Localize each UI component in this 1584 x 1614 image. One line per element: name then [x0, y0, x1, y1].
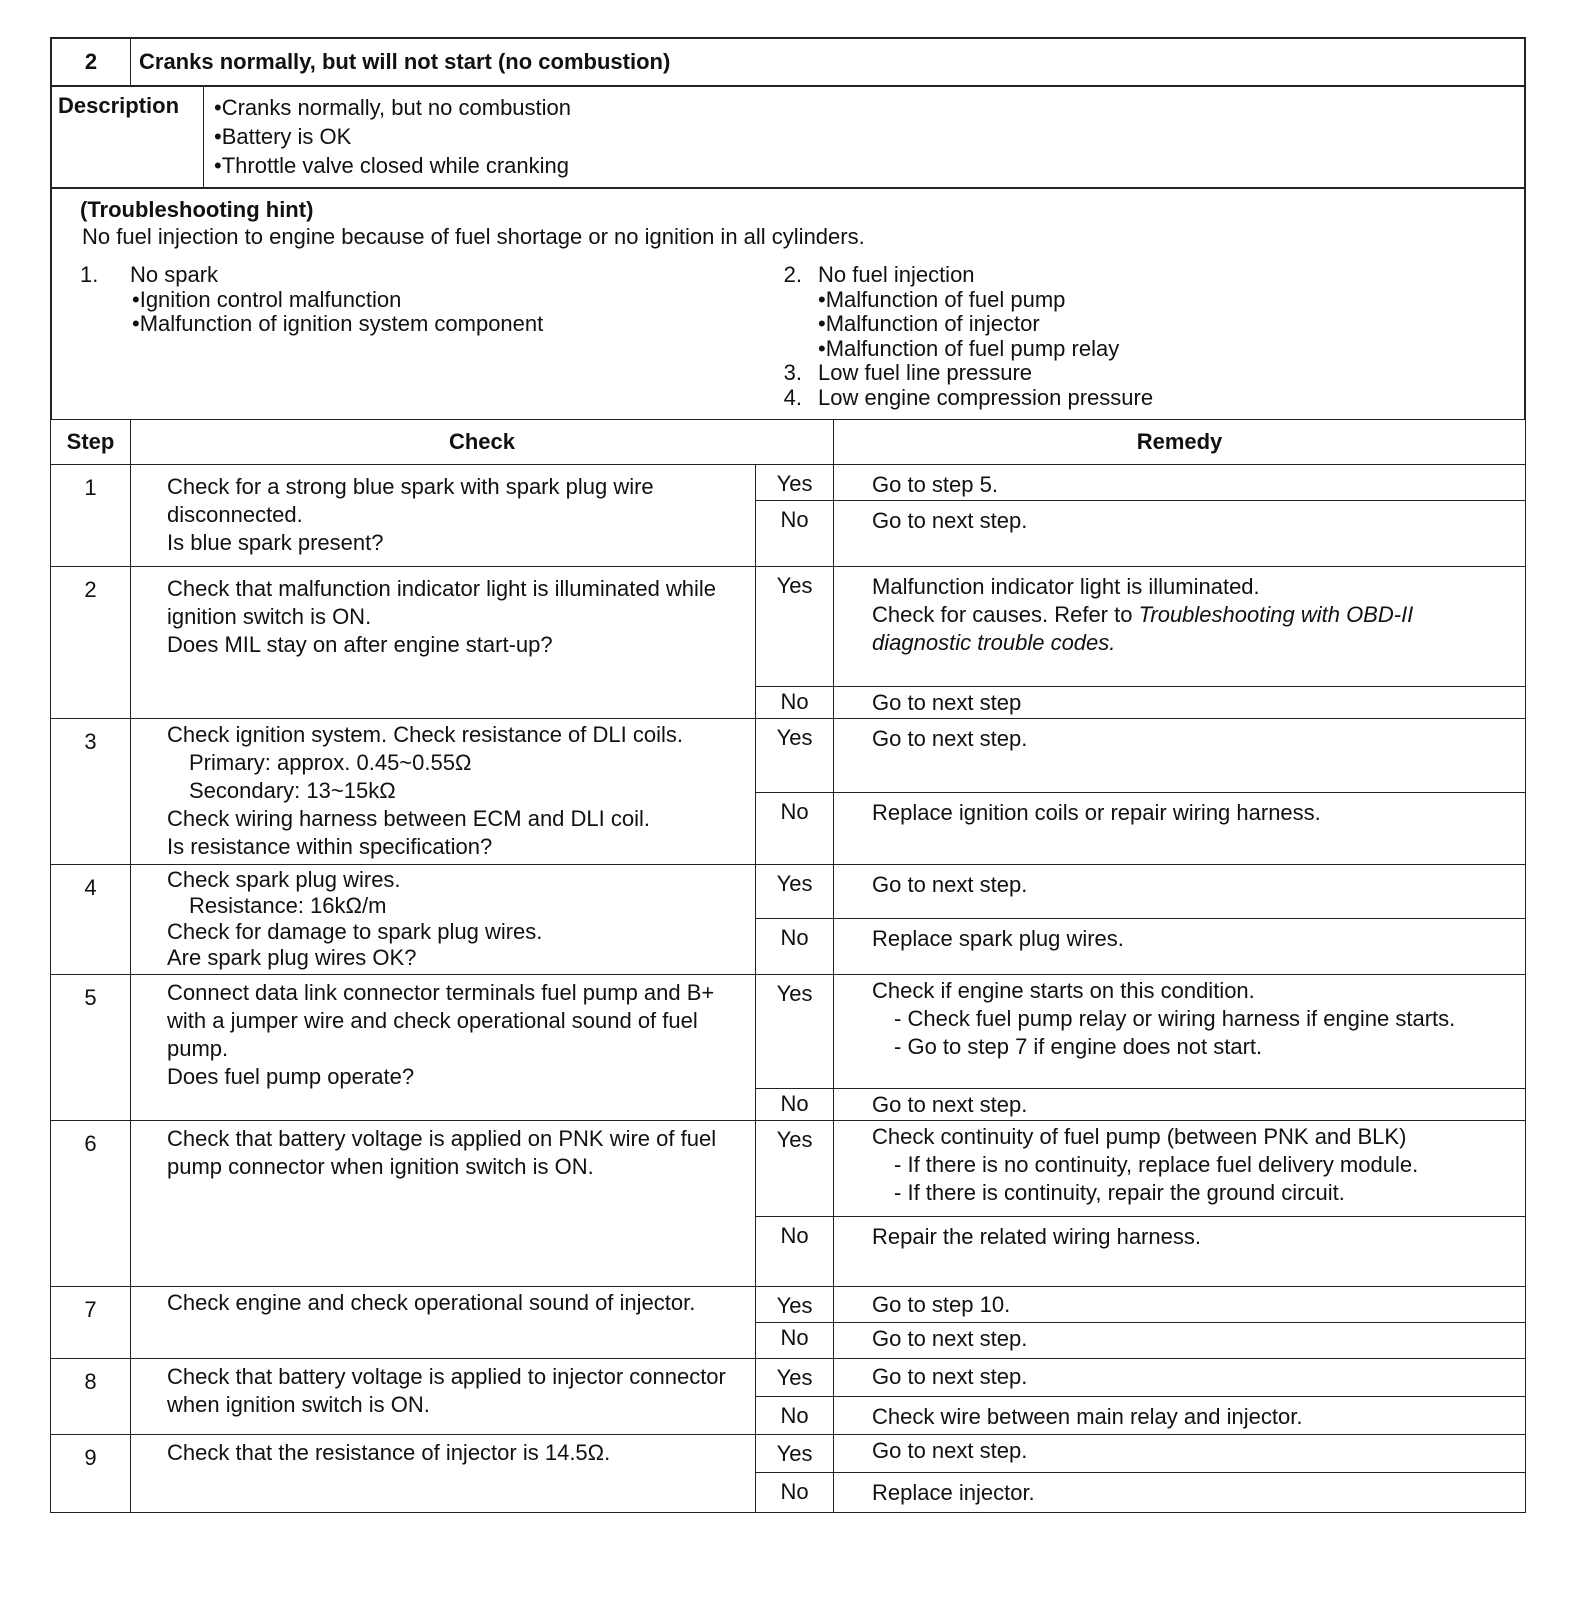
remedy-text: Go to next step. — [872, 1438, 1028, 1463]
remedy-text: - Go to step 7 if engine does not start. — [894, 1034, 1263, 1059]
cause-label: No spark — [130, 262, 219, 287]
remedy-yes — [834, 975, 1526, 1089]
step-check — [131, 567, 756, 719]
cause-sub: • Malfunction of fuel pump — [768, 288, 1153, 313]
cause-label: No fuel injection — [818, 262, 975, 287]
description-item: • Battery is OK — [214, 122, 571, 151]
remedy-no — [834, 1397, 1526, 1435]
no-label: No — [756, 1473, 834, 1513]
table-row — [51, 865, 1526, 919]
no-label: No — [756, 793, 834, 865]
table-row — [51, 1359, 1526, 1397]
no-label: No — [756, 1089, 834, 1121]
check-text: Check that battery voltage is applied to injector connector when ignition switch is ON. — [167, 1364, 726, 1417]
remedy-text: Replace injector. — [872, 1480, 1035, 1505]
remedy-yes — [834, 1435, 1526, 1473]
remedy-text: Go to step 5. — [872, 472, 998, 497]
table-row — [51, 465, 1526, 501]
step-check — [131, 1287, 756, 1359]
remedy-yes — [834, 1287, 1526, 1323]
remedy-no — [834, 1217, 1526, 1287]
remedy-text: - If there is no continuity, replace fuel delivery module. — [894, 1152, 1419, 1177]
check-text: Primary: approx. 0.45~0.55Ω — [189, 750, 472, 775]
remedy-text: Go to next step. — [872, 1364, 1028, 1389]
check-text: Does fuel pump operate? — [167, 1064, 415, 1089]
check-text: Check for damage to spark plug wires. — [167, 919, 543, 944]
no-label: No — [756, 687, 834, 719]
step-number: 2 — [51, 567, 131, 719]
check-text: Check that battery voltage is applied on PNK wire of fuel pump connector when ignition switch is ON. — [167, 1126, 717, 1179]
remedy-text: Replace ignition coils or repair wiring harness. — [872, 800, 1321, 825]
remedy-text: - If there is continuity, repair the ground circuit. — [894, 1180, 1345, 1205]
hint-summary: No fuel injection to engine because of fuel shortage or no ignition in all cylinders. — [82, 224, 865, 249]
check-text: Check ignition system. Check resistance of DLI coils. — [167, 722, 683, 747]
remedy-text: Go to next step — [872, 690, 1022, 715]
step-number: 8 — [51, 1359, 131, 1435]
description-label: Description — [52, 87, 204, 187]
yes-label: Yes — [756, 1435, 834, 1473]
table-row — [51, 1287, 1526, 1323]
check-text: Check that malfunction indicator light is illuminated while ignition switch is ON. — [167, 576, 717, 629]
col-step-header: Step — [51, 420, 131, 465]
step-number: 3 — [51, 719, 131, 865]
remedy-text: Check for causes. Refer to — [872, 602, 1139, 627]
cause-label: Low engine compression pressure — [818, 384, 1154, 410]
yes-label: Yes — [756, 567, 834, 687]
remedy-reference: Troubleshooting with OBD-II diagnostic trouble codes. — [872, 602, 1414, 655]
remedy-text: Check if engine starts on this condition. — [872, 978, 1255, 1003]
cause-sub: • Malfunction of injector — [768, 312, 1153, 337]
table-row — [51, 719, 1526, 793]
step-check — [131, 1121, 756, 1287]
remedy-text: Replace spark plug wires. — [872, 926, 1124, 951]
no-label: No — [756, 1323, 834, 1359]
no-label: No — [756, 501, 834, 567]
remedy-no — [834, 1323, 1526, 1359]
step-check — [131, 719, 756, 865]
cause-sub: • Malfunction of fuel pump relay — [768, 337, 1153, 362]
symptom-header — [50, 37, 1526, 85]
step-number: 9 — [51, 1435, 131, 1513]
col-check-header: Check — [131, 420, 834, 465]
yes-label: Yes — [756, 1121, 834, 1217]
check-text: Does MIL stay on after engine start-up? — [167, 632, 553, 657]
step-number: 6 — [51, 1121, 131, 1287]
remedy-yes — [834, 865, 1526, 919]
no-label: No — [756, 919, 834, 975]
remedy-yes — [834, 465, 1526, 501]
check-text: Check spark plug wires. — [167, 867, 401, 892]
steps-table — [50, 419, 1526, 1513]
table-row — [51, 1435, 1526, 1473]
col-remedy-header: Remedy — [834, 420, 1526, 465]
table-row — [51, 975, 1526, 1089]
check-text: Are spark plug wires OK? — [167, 945, 417, 970]
check-text: Secondary: 13~15kΩ — [189, 778, 396, 803]
remedy-no — [834, 687, 1526, 719]
cause-number: 4. — [783, 384, 802, 410]
yes-label: Yes — [756, 1287, 834, 1323]
yes-label: Yes — [756, 1359, 834, 1397]
table-row — [51, 1121, 1526, 1217]
yes-label: Yes — [756, 865, 834, 919]
remedy-no — [834, 501, 1526, 567]
remedy-no — [834, 1473, 1526, 1513]
remedy-text: Go to next step. — [872, 872, 1028, 897]
remedy-no — [834, 919, 1526, 975]
remedy-text: - Check fuel pump relay or wiring harness if engine starts. — [894, 1006, 1456, 1031]
no-label: No — [756, 1397, 834, 1435]
remedy-text: Go to next step. — [872, 726, 1028, 751]
troubleshooting-document — [50, 37, 1526, 1513]
remedy-no — [834, 793, 1526, 865]
step-number: 1 — [51, 465, 131, 567]
table-header-row — [51, 420, 1526, 465]
step-check — [131, 1359, 756, 1435]
step-check — [131, 865, 756, 975]
yes-label: Yes — [756, 975, 834, 1089]
remedy-text: Check wire between main relay and injector. — [872, 1404, 1303, 1429]
check-text: Check wiring harness between ECM and DLI coil. — [167, 806, 651, 831]
check-text: Check for a strong blue spark with spark plug wire disconnected. — [167, 474, 654, 527]
check-text: Is resistance within specification? — [167, 834, 493, 859]
remedy-text: Go to next step. — [872, 508, 1028, 533]
step-number: 4 — [51, 865, 131, 975]
cause-label: Low fuel line pressure — [818, 360, 1033, 385]
step-check — [131, 465, 756, 567]
steps-section — [50, 419, 1526, 1513]
symptom-number: 2 — [52, 39, 131, 85]
check-text: Check engine and check operational sound of injector. — [167, 1290, 696, 1315]
check-text: Connect data link connector terminals fuel pump and B+ with a jumper wire and check operational sound of fuel pump. — [167, 980, 715, 1061]
remedy-no — [834, 1089, 1526, 1121]
remedy-yes — [834, 1121, 1526, 1217]
cause-sub: • Ignition control malfunction — [80, 288, 768, 313]
description-section — [50, 85, 1526, 187]
remedy-yes — [834, 719, 1526, 793]
description-list — [204, 87, 571, 187]
step-check — [131, 1435, 756, 1513]
no-label: No — [756, 1217, 834, 1287]
remedy-text: Go to step 10. — [872, 1292, 1011, 1317]
description-item: • Throttle valve closed while cranking — [214, 151, 571, 180]
step-check — [131, 975, 756, 1121]
remedy-text: Malfunction indicator light is illuminated. — [872, 574, 1260, 599]
troubleshooting-hint — [50, 187, 1526, 419]
yes-label: Yes — [756, 719, 834, 793]
cause-sub: • Malfunction of ignition system component — [80, 312, 768, 337]
table-row — [51, 567, 1526, 687]
yes-label: Yes — [756, 465, 834, 501]
remedy-text: Go to next step. — [872, 1092, 1028, 1117]
remedy-text: Go to next step. — [872, 1326, 1028, 1351]
cause-number: 3. — [783, 360, 802, 385]
remedy-text: Check continuity of fuel pump (between PNK and BLK) — [872, 1124, 1407, 1149]
step-number: 5 — [51, 975, 131, 1121]
check-text: Check that the resistance of injector is 14.5Ω. — [167, 1440, 611, 1465]
cause-number: 2. — [783, 262, 802, 287]
remedy-yes — [834, 1359, 1526, 1397]
hint-title: (Troubleshooting hint) — [80, 197, 314, 222]
remedy-text: Repair the related wiring harness. — [872, 1224, 1201, 1249]
check-text: Resistance: 16kΩ/m — [189, 893, 387, 918]
step-number: 7 — [51, 1287, 131, 1359]
remedy-yes — [834, 567, 1526, 687]
symptom-title: Cranks normally, but will not start (no combustion) — [139, 49, 671, 74]
check-text: Is blue spark present? — [167, 530, 384, 555]
description-item: • Cranks normally, but no combustion — [214, 93, 571, 122]
cause-number: 1. — [80, 262, 99, 287]
